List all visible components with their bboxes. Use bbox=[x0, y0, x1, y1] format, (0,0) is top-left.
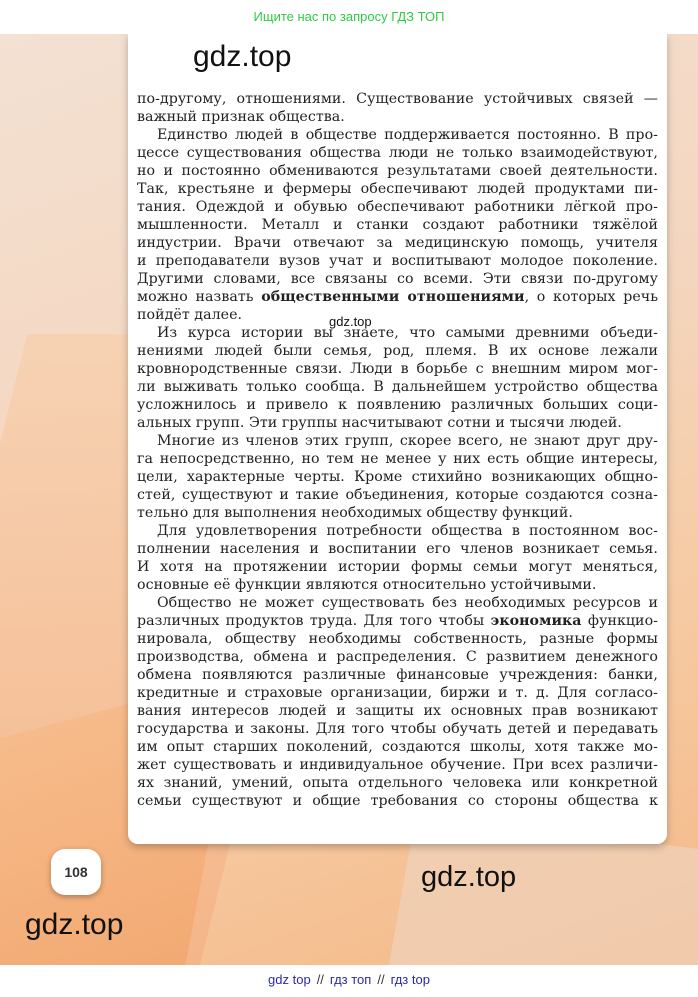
watermark: gdz.top bbox=[193, 40, 292, 73]
text-line: Общество не может существовать без необходимых ресурсов и bbox=[157, 595, 658, 611]
watermark: gdz.top bbox=[421, 861, 517, 893]
text-line: важный признак общества. bbox=[137, 109, 345, 125]
text-line: Из курса истории вы знаете, что самыми древними объеди- bbox=[157, 325, 658, 341]
page-text bbox=[137, 90, 658, 810]
top-banner-text[interactable]: Ищите нас по запросу ГДЗ ТОП bbox=[253, 9, 445, 24]
text-line: вания интересов людей и защиты их основных прав возникают bbox=[137, 703, 658, 719]
text-line: Многие из членов этих групп, скорее всего, не знают друг дру- bbox=[157, 433, 658, 449]
text-line: основные её функции являются относительно устойчивыми. bbox=[137, 577, 597, 593]
text-line: кредитные и страховые организации, биржи и т. д. Для согласо- bbox=[137, 685, 658, 701]
text-line: и преподаватели вузов учат и воспитывают молодое поколение. bbox=[137, 253, 658, 269]
text-line: Для удовлетворения потребности общества в постоянном вос- bbox=[157, 523, 658, 539]
text-line: цели, характерные черты. Кроме стихийно возникающих общно- bbox=[137, 469, 658, 485]
text-line: им опыт старших поколений, создаются школы, хотя также мо- bbox=[137, 739, 658, 755]
text-line: тельно для выполнения необходимых обществу функций. bbox=[137, 505, 573, 521]
text-line: индустрии. Врачи отвечают за медицинскую помощь, учителя bbox=[137, 235, 658, 251]
text-line: Так, крестьяне и фермеры обеспечивают людей продуктами пи- bbox=[137, 181, 658, 197]
text-line: жет существовать и индивидуальное обучение. При всех различи- bbox=[137, 757, 658, 773]
footer-link[interactable]: gdz top bbox=[268, 972, 311, 987]
footer-separator: // bbox=[316, 972, 324, 987]
text-line: нировала, обществу необходимы собственность, разные формы bbox=[137, 631, 658, 647]
footer-link[interactable]: гдз топ bbox=[329, 972, 372, 987]
page-number: 108 bbox=[51, 849, 101, 895]
text-line: но и постоянно обмениваются результатами своей деятельности. bbox=[137, 163, 658, 179]
text-line: обмена появляются различные финансовые учреждения: банки, bbox=[137, 667, 658, 683]
text-line: семьи существуют и общие требования со стороны общества к bbox=[137, 793, 658, 809]
text-line: И хотя на протяжении истории формы семьи могут меняться, bbox=[137, 559, 658, 575]
text-line: тания. Одеждой и обувью обеспечивают работники лёгкой про- bbox=[137, 199, 658, 215]
text-line: различных продуктов труда. Для того чтобы экономика функцио- bbox=[137, 613, 659, 629]
watermark: gdz.top bbox=[25, 908, 124, 941]
text-line: Другими словами, все связаны со всеми. Эти связи по-другому bbox=[137, 271, 658, 287]
text-line: альных групп. Эти группы насчитывают сотни и тысячи людей. bbox=[137, 415, 622, 431]
footer-link[interactable]: гдз top bbox=[390, 972, 430, 987]
text-line: можно назвать общественными отношениями, о которых речь bbox=[137, 289, 658, 305]
bold-term: экономика bbox=[490, 613, 582, 629]
footer-links bbox=[0, 965, 698, 997]
text-line: полнении населения и воспитании его членов возникает семья. bbox=[137, 541, 658, 557]
top-banner bbox=[0, 0, 698, 34]
text-line: производства, обмена и распределения. С развитием денежного bbox=[137, 649, 658, 665]
footer-separator: // bbox=[377, 972, 385, 987]
bold-term: общественными отношениями bbox=[261, 289, 525, 305]
text-line: кровнородственные связи. Люди в борьбе с внешним миром мог- bbox=[137, 361, 658, 377]
text-line: Единство людей в обществе поддерживается постоянно. В про- bbox=[157, 127, 658, 143]
text-line: пойдёт далее. bbox=[137, 307, 243, 323]
text-line: мышленности. Металл и станки создают работники тяжёлой bbox=[137, 217, 658, 233]
text-line: ях знаний, умений, опыта отдельного человека или конкретной bbox=[137, 775, 658, 791]
watermark: gdz.top bbox=[329, 314, 372, 329]
text-line: га непосредственно, но тем не менее у них есть общие интересы, bbox=[137, 451, 658, 467]
text-line: стей, существуют и такие объединения, которые создаются созна- bbox=[137, 487, 658, 503]
text-line: усложнилось и привело к появлению различных больших соци- bbox=[137, 397, 658, 413]
text-line: нениями людей были семья, род, племя. В их основе лежали bbox=[137, 343, 658, 359]
text-line: цессе существования общества люди не только взаимодействуют, bbox=[137, 145, 658, 161]
text-line: по-другому, отношениями. Существование устойчивых связей — bbox=[137, 91, 658, 107]
text-line: ли выживать только сообща. В дальнейшем устройство общества bbox=[137, 379, 658, 395]
text-line: государства и законы. Для того чтобы обучать детей и передавать bbox=[137, 721, 658, 737]
